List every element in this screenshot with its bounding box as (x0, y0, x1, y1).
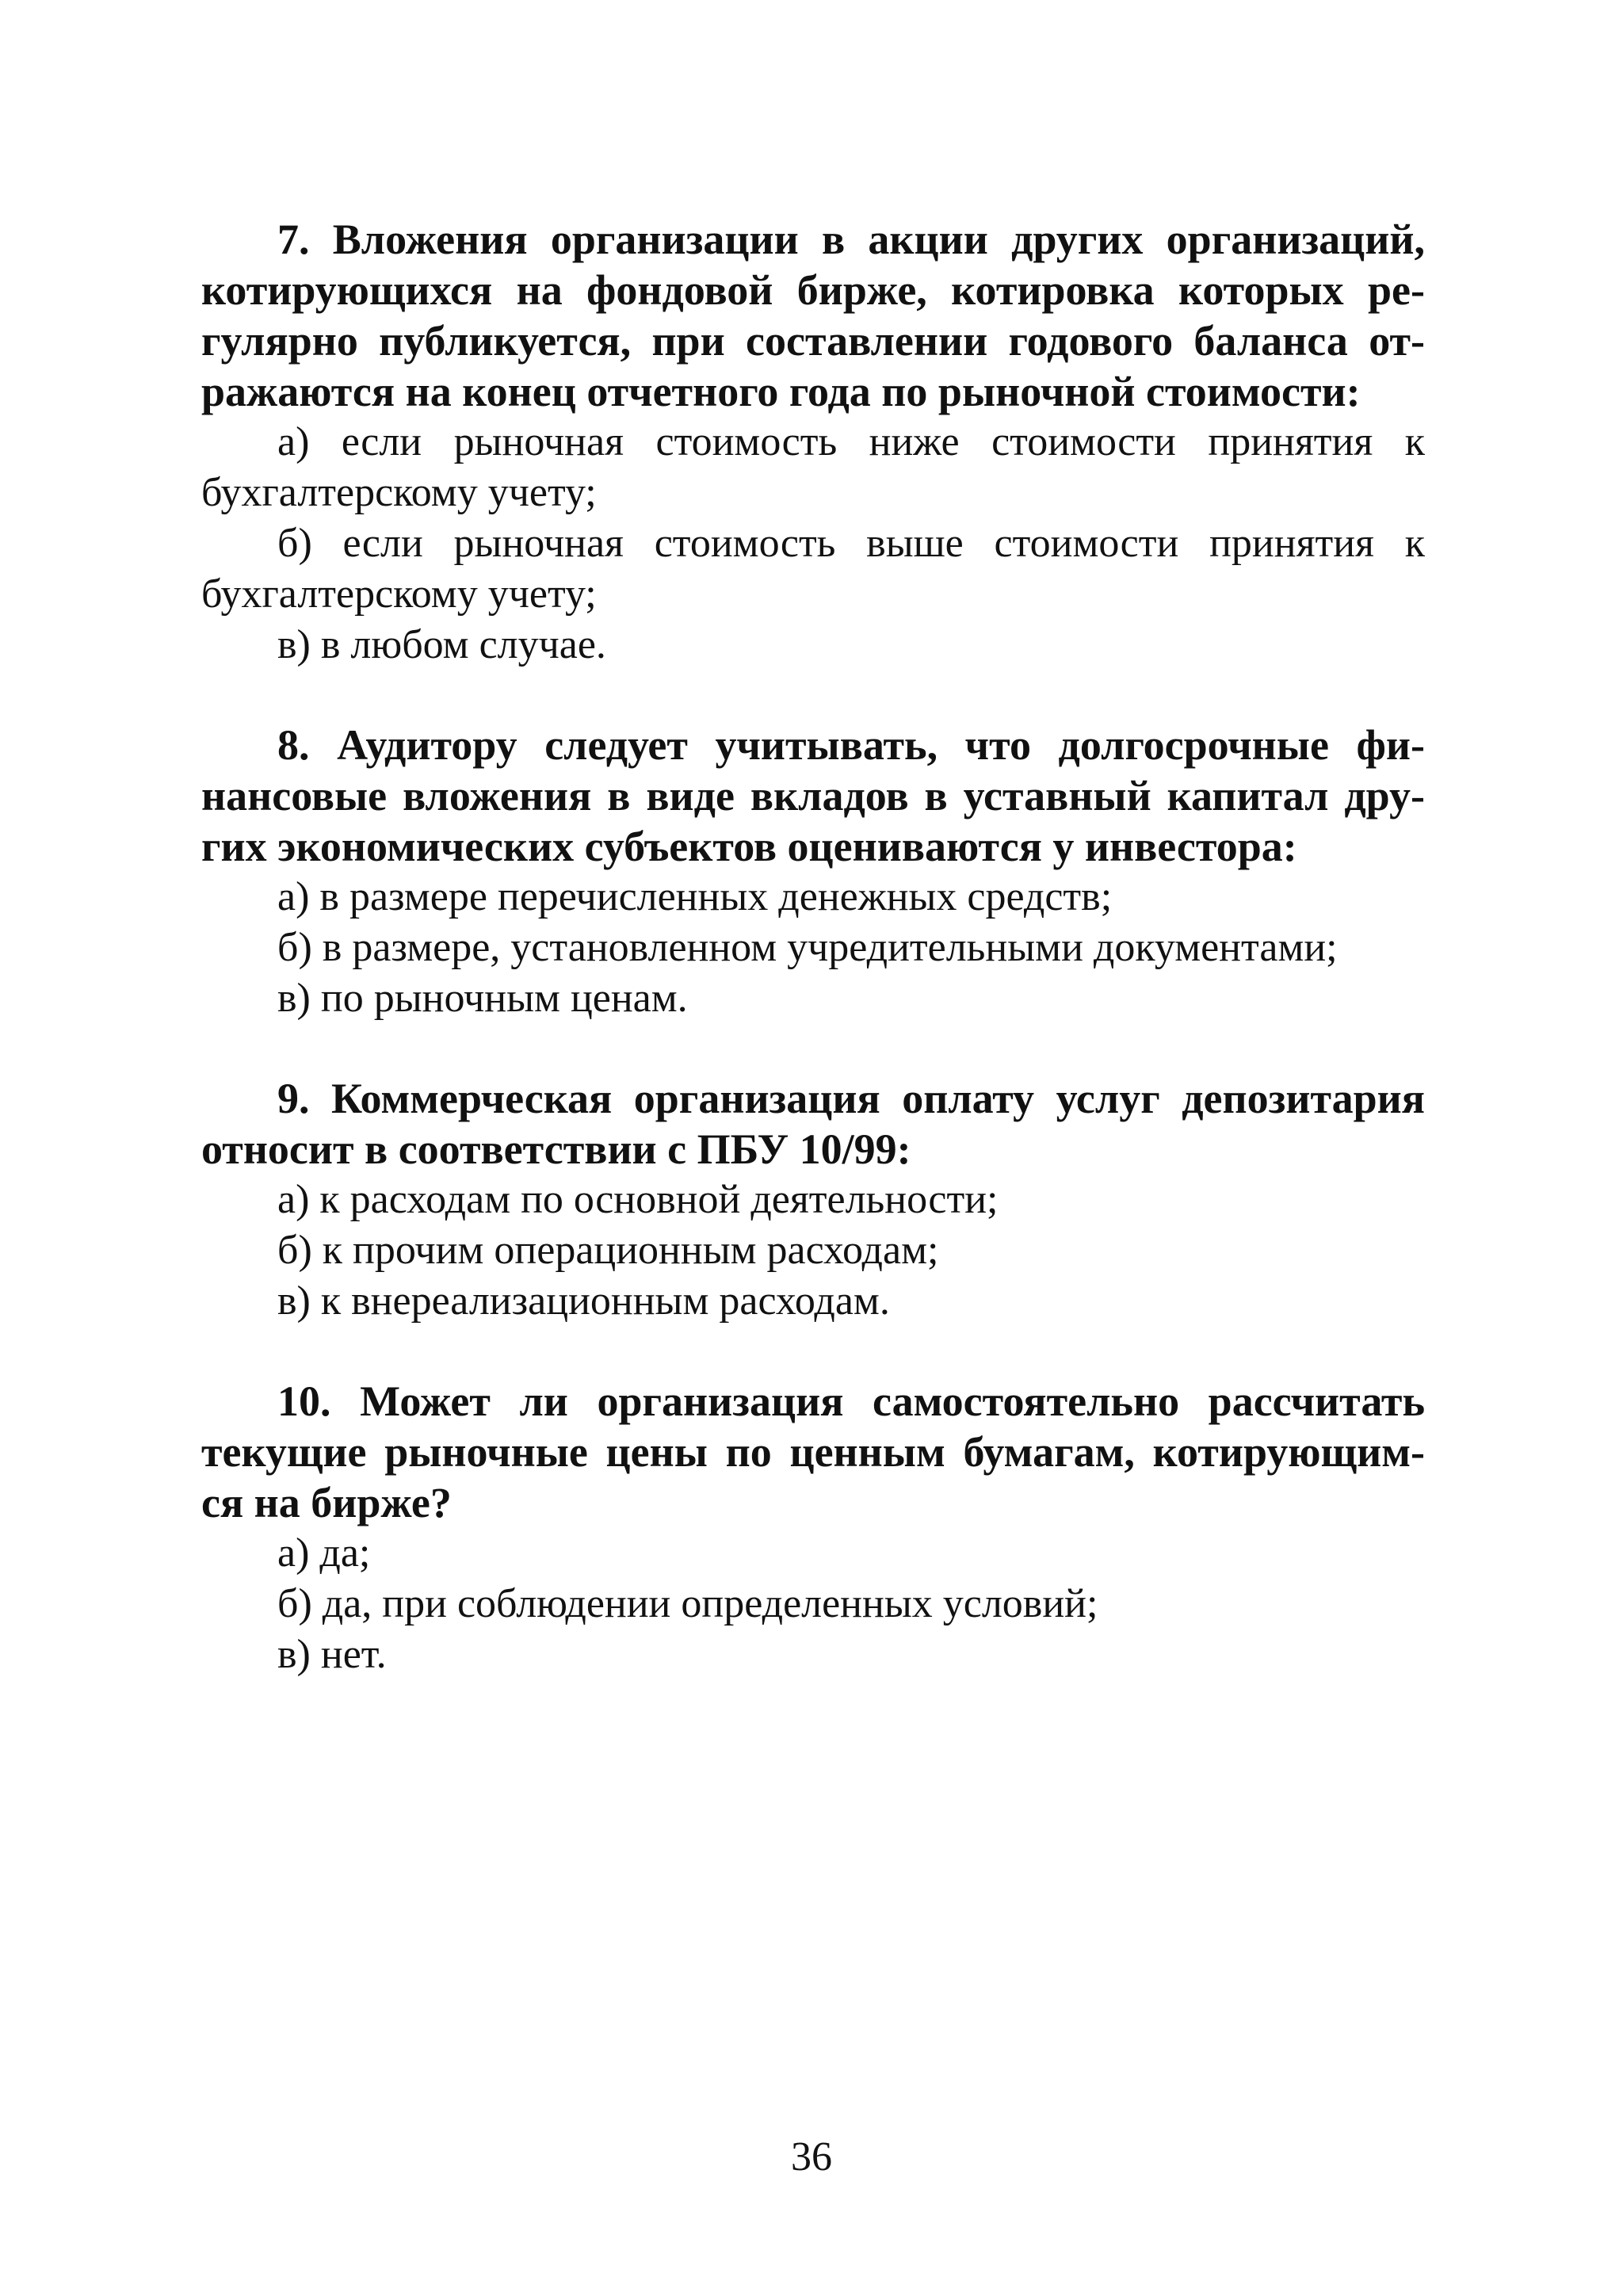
answer-option-a: а) к расходам по основной деятельности; (277, 1177, 999, 1222)
answer-option-c: в) нет. (277, 1632, 387, 1677)
answer-option-b-cont: бухгалтерскому учету; (201, 571, 597, 617)
answer-option-b: б) к прочим операционным расходам; (277, 1228, 939, 1273)
answer-option-a-cont: бухгалтерскому учету; (201, 470, 597, 515)
answer-option-c: в) в любом случае. (277, 622, 606, 667)
answer-option-a: а) да; (277, 1530, 371, 1576)
page-number: 36 (791, 2134, 832, 2179)
question-text-line: ся на бирже? (201, 1479, 452, 1526)
answer-option-a: а) если рыночная стоимость ниже стоимости принятия к (277, 419, 1425, 464)
question-text-line: котирующихся на фондовой бирже, котировка которых ре- (201, 266, 1425, 314)
answer-option-b: б) в размере, установленном учредительными документами; (277, 925, 1338, 970)
question-text-line: гулярно публикуется, при составлении годового баланса от- (201, 317, 1425, 365)
question-text-line: текущие рыночные цены по ценным бумагам, котирующим- (201, 1428, 1425, 1476)
question-text-line: нансовые вложения в виде вкладов в уставный капитал дру- (201, 772, 1425, 819)
question-text-line: 7. Вложения организации в акции других организаций, (277, 216, 1425, 263)
question-7 (201, 214, 1425, 670)
question-text-line: 8. Аудитору следует учитывать, что долгосрочные фи- (277, 721, 1425, 769)
answer-option-c: в) к внереализационным расходам. (277, 1278, 890, 1324)
answer-option-b: б) если рыночная стоимость выше стоимости принятия к (277, 521, 1425, 566)
question-text-line: относит в соответствии с ПБУ 10/99: (201, 1125, 911, 1173)
answer-option-c: в) по рыночным ценам. (277, 976, 688, 1021)
answer-option-a: а) в размере перечисленных денежных средств; (277, 874, 1113, 919)
question-10 (201, 1376, 1425, 1680)
question-9 (201, 1073, 1425, 1327)
answer-option-b: б) да, при соблюдении определенных условий; (277, 1581, 1098, 1626)
question-text-line: ражаются на конец отчетного года по рыночной стоимости: (201, 368, 1361, 415)
question-8 (201, 720, 1425, 1024)
page-content (201, 214, 1425, 1729)
question-text-line: гих экономических субъектов оцениваются у инвестора: (201, 823, 1297, 870)
question-text-line: 9. Коммерческая организация оплату услуг депозитария (277, 1075, 1425, 1122)
question-text-line: 10. Может ли организация самостоятельно рассчитать (277, 1377, 1425, 1425)
